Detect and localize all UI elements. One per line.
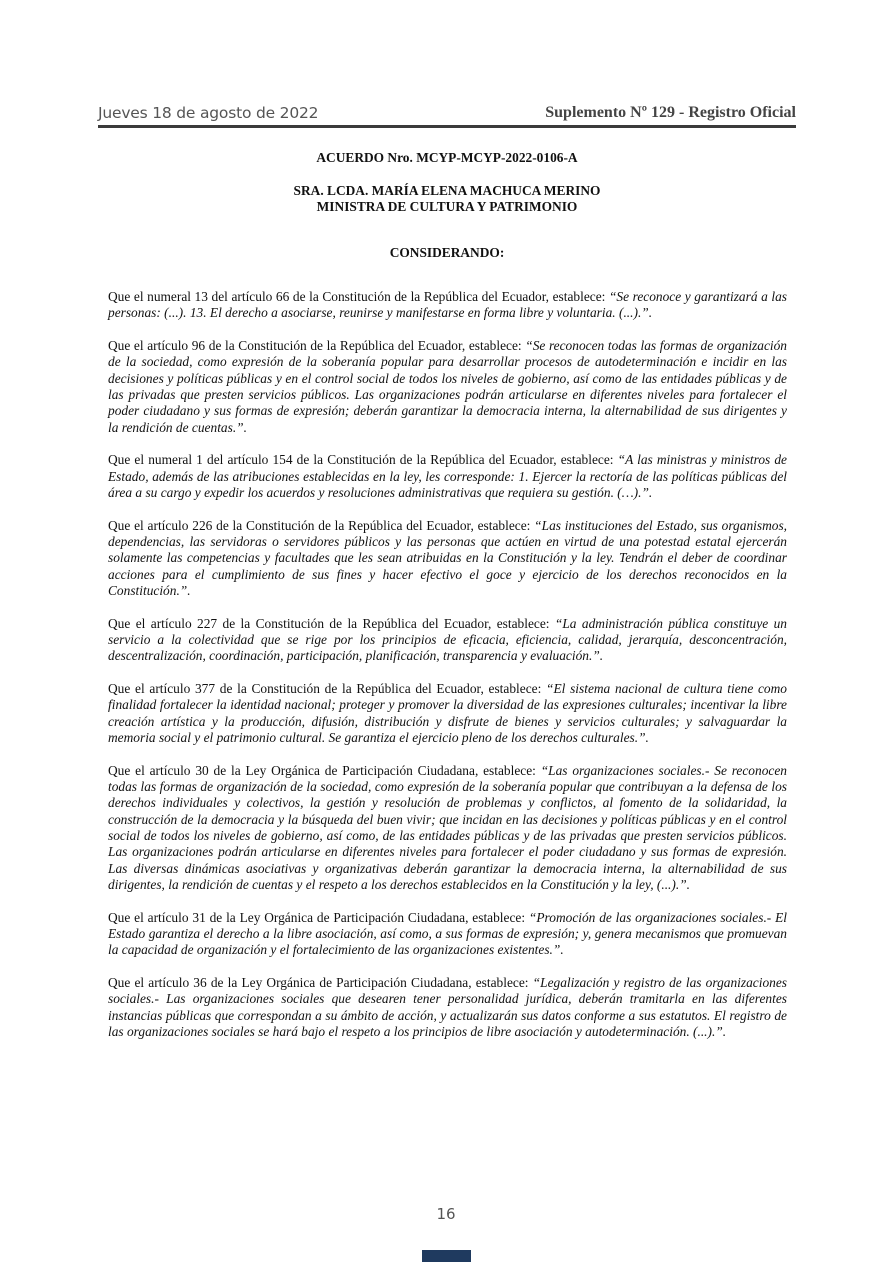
considerando-paragraph — [108, 975, 787, 1040]
header-date: Jueves 18 de agosto de 2022 — [98, 104, 319, 122]
page-number: 16 — [436, 1205, 456, 1223]
considerando-paragraph — [108, 452, 787, 501]
paragraph-lead: Que el artículo 30 de la Ley Orgánica de Participación Ciudadana, establece: — [108, 762, 541, 778]
page-header — [98, 101, 796, 128]
paragraph-lead: Que el artículo 377 de la Constitución de la República del Ecuador, establece: — [108, 681, 547, 697]
considerando-paragraph — [108, 518, 787, 599]
paragraph-quote: “Las instituciones del Estado, sus organismos, dependencias, las servidoras o servidores públicos y las personas que actúen en virtud de una potestad estatal ejercerán solamente las competencias y facultades que les sean atribuidas en la Constitución y la ley. Tendrán el deber de coordinar acciones para el cumplimiento de sus fines y hacer efectivo el goce y ejercicio de los derechos reconocidos en la Constitución.”. — [108, 517, 787, 598]
paragraph-lead: Que el artículo 227 de la Constitución de la República del Ecuador, establece: — [108, 615, 555, 631]
paragraph-lead: Que el artículo 226 de la Constitución de la República del Ecuador, establece: — [108, 517, 535, 533]
considerando-paragraph — [108, 763, 787, 893]
signatory-name: SRA. LCDA. MARÍA ELENA MACHUCA MERINO — [293, 183, 601, 198]
signatory-title: MINISTRA DE CULTURA Y PATRIMONIO — [316, 199, 578, 214]
header-rule — [98, 125, 796, 128]
section-heading: CONSIDERANDO: — [389, 245, 505, 260]
paragraph-quote: “Legalización y registro de las organizaciones sociales.- Las organizaciones sociales que desearen tener personalidad jurídica, deberán tramitarla en las diferentes instancias públicas que correspondan a su ámbito de acción, y actualizarán sus datos conforme a sus estatutos. El registro de las organizaciones sociales se hará bajo el respeto a los principios de libre asociación y autodeterminación. (...).”. — [108, 975, 787, 1039]
paragraph-quote: “Se reconocen todas las formas de organización de la sociedad, como expresión de la soberanía popular para desarrollar procesos de autodeterminación e incidir en las decisiones y políticas públicas y en el control social de todos los niveles de gobierno, así como de las entidades públicas y de las privadas que presten servicios públicos. Las organizaciones podrán articularse en diferentes niveles para fortalecer el poder ciudadano y sus formas de expresión; deberán garantizar la democracia interna, la alternabilidad de sus dirigentes y la rendición de cuentas.”. — [108, 338, 787, 435]
paragraph-lead: Que el artículo 31 de la Ley Orgánica de Participación Ciudadana, establece: — [108, 909, 529, 925]
paragraph-lead: Que el artículo 36 de la Ley Orgánica de Participación Ciudadana, establece: — [108, 975, 533, 991]
considerando-paragraph — [108, 616, 787, 665]
paragraph-lead: Que el artículo 96 de la Constitución de la República del Ecuador, establece: — [108, 338, 526, 354]
considerando-paragraph — [108, 681, 787, 746]
paragraph-lead: Que el numeral 13 del artículo 66 de la Constitución de la República del Ecuador, establece: — [108, 289, 609, 304]
paragraph-quote: “La administración pública constituye un servicio a la colectividad que se rige por los principios de eficacia, eficiencia, calidad, jerarquía, desconcentración, descentralización, coordinación, participación, planificación, transparencia y evaluación.”. — [108, 615, 787, 664]
paragraph-lead: Que el numeral 1 del artículo 154 de la Constitución de la República del Ecuador, establece: — [108, 452, 618, 468]
paragraph-quote: “El sistema nacional de cultura tiene como finalidad fortalecer la identidad nacional; proteger y promover la diversidad de las expresiones culturales; incentivar la libre creación artística y la producción, difusión, distribución y disfrute de bienes y servicios culturales; y salvaguardar la memoria social y el patrimonio cultural. Se garantiza el ejercicio pleno de los derechos culturales.”. — [108, 681, 787, 746]
considerando-paragraph — [108, 338, 787, 436]
paragraph-quote: “A las ministras y ministros de Estado, además de las atribuciones establecidas en la ley, les corresponde: 1. Ejercer la rectoría de las políticas públicas del área a su cargo y expedir los acuerdos y resoluciones administrativas que requiera su gestión. (…).”. — [108, 452, 788, 500]
considerando-list — [108, 289, 787, 1057]
paragraph-quote: “Las organizaciones sociales.- Se reconocen todas las formas de organización de la sociedad, como expresión de la soberanía popular que contribuyan a la defensa de los derechos individuales y colectivos, la gestión y resolución de problemas y conflictos, al fomento de la solidaridad, la construcción de la democracia y la búsqueda del buen vivir; que incidan en las decisiones y políticas públicas y en el control social de todos los niveles de gobierno, así como, de las entidades públicas y de las privadas que presten servicios públicos. Las organizaciones podrán articularse en diferentes niveles para fortalecer el poder ciudadano y sus formas de expresión. Las diversas dinámicas asociativas y organizativas deberán garantizar la democracia interna, la alternabilidad de sus dirigentes, la rendición de cuentas y el respeto a los derechos establecidos en la Constitución y la ley, (...).”. — [108, 762, 787, 892]
footer-bar — [422, 1250, 471, 1262]
considerando-paragraph — [108, 289, 787, 322]
paragraph-quote: “Promoción de las organizaciones sociales.- El Estado garantiza el derecho a la libre asociación, así como, a sus formas de expresión; y, genera mecanismos que promuevan la capacidad de organización y el fortalecimiento de las organizaciones existentes.”. — [108, 909, 787, 958]
paragraph-quote: “Se reconoce y garantizará a las personas: (...). 13. El derecho a asociarse, reunirse y manifestarse en forma libre y voluntaria. (...).”. — [108, 289, 787, 321]
considerando-paragraph — [108, 910, 787, 959]
header-publication: Suplemento Nº 129 - Registro Oficial — [545, 104, 796, 121]
agreement-number: ACUERDO Nro. MCYP-MCYP-2022-0106-A — [316, 150, 578, 165]
